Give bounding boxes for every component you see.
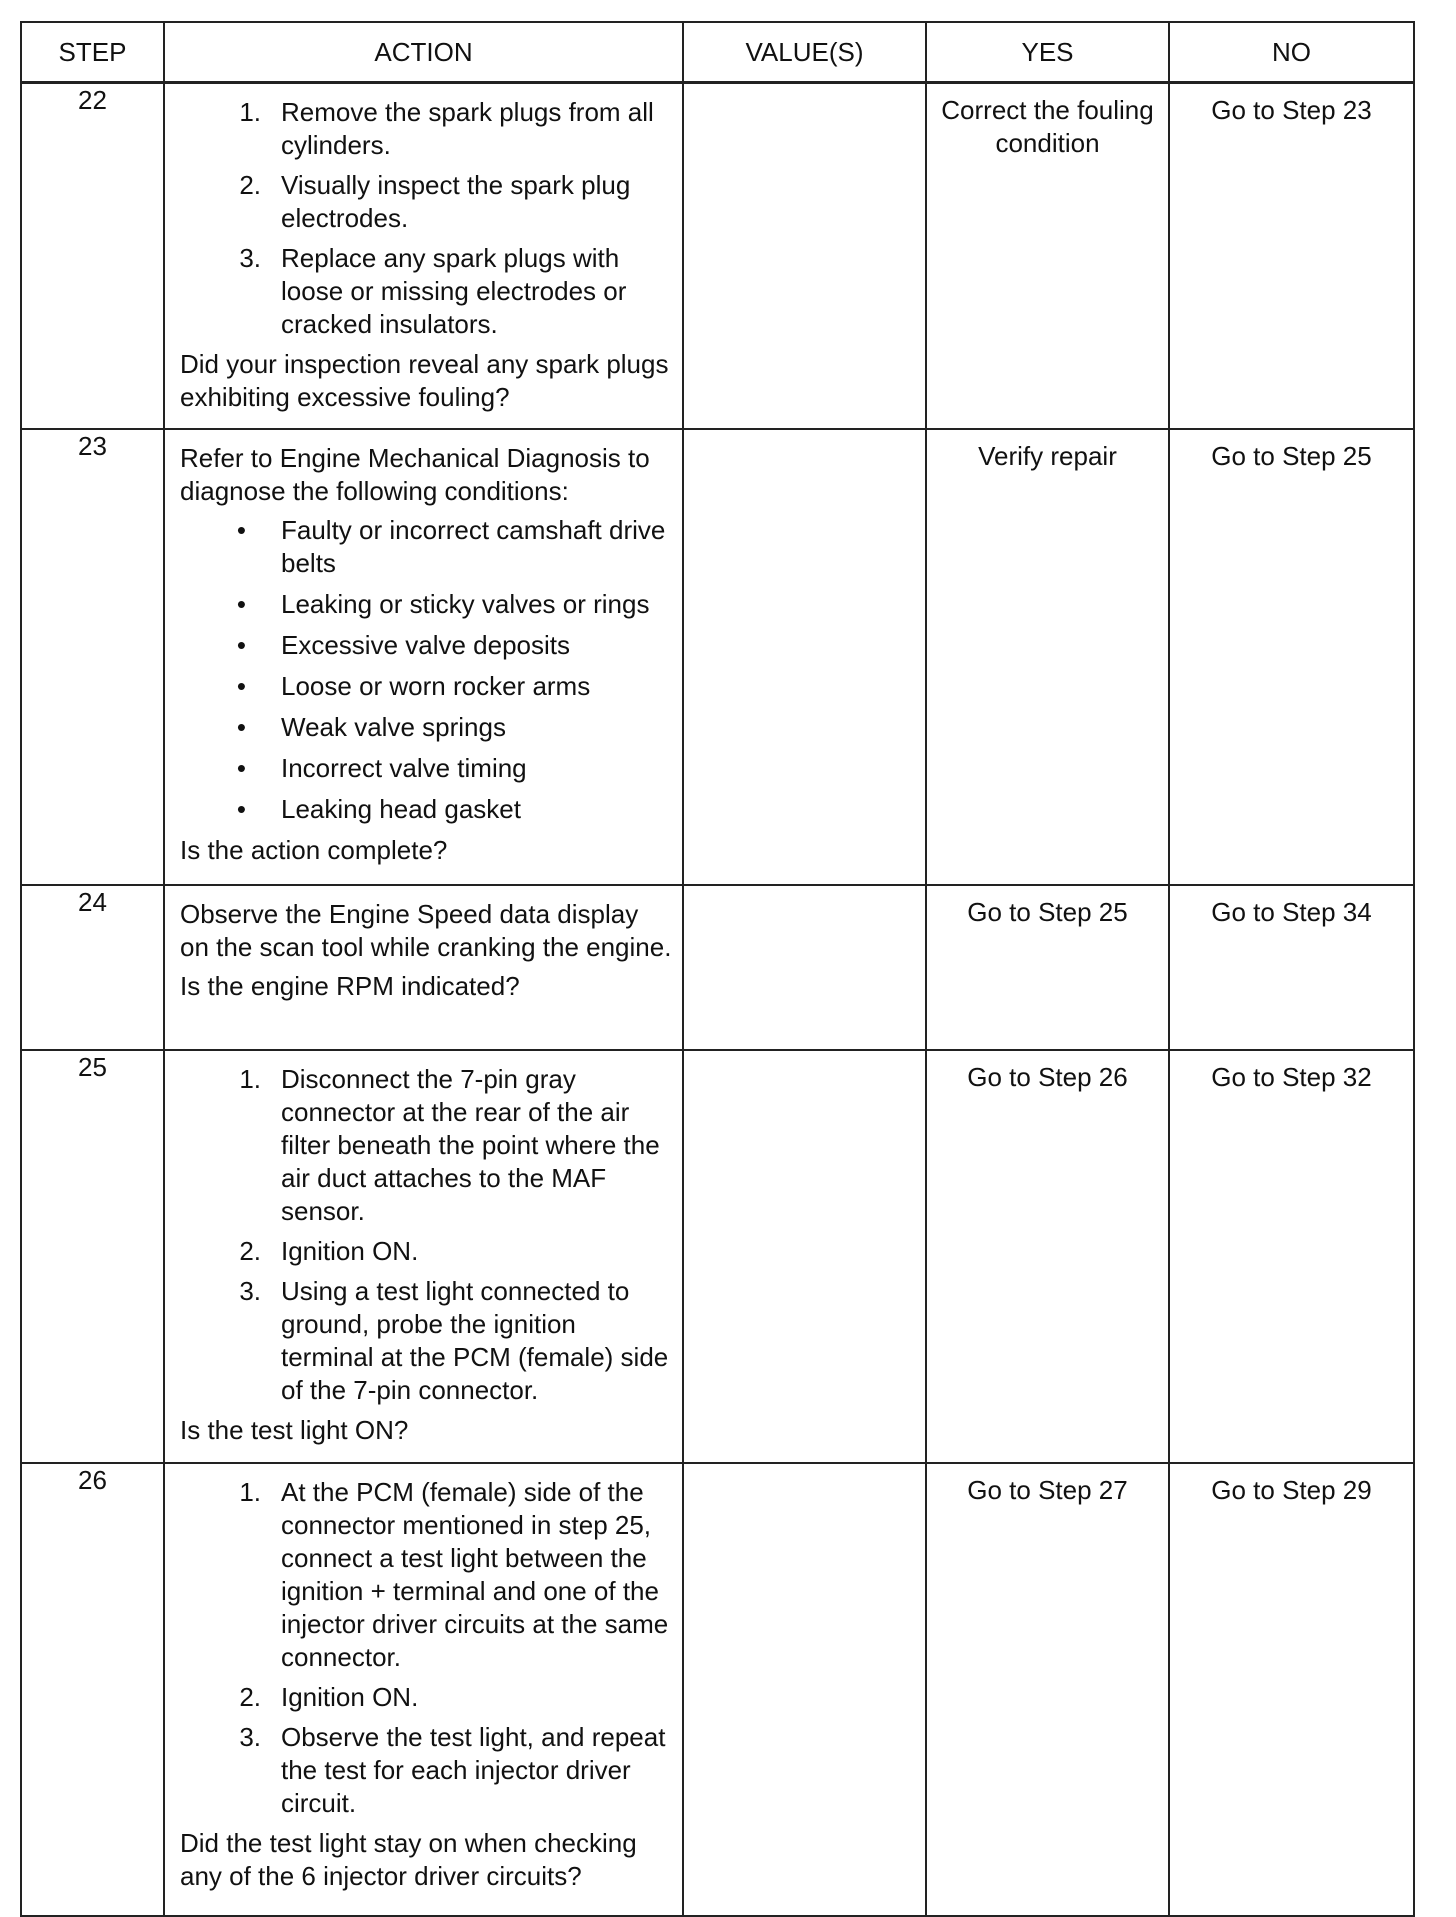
table-row	[21, 1050, 1414, 1463]
action-cell	[164, 83, 683, 429]
diagnostic-table-container	[20, 21, 1413, 1917]
table-row	[21, 429, 1414, 885]
header-row	[21, 22, 1414, 83]
numbered-list	[180, 1063, 672, 1407]
list-item: 3. Using a test light connected to ground, probe the ignition terminal at the PCM (female) side of the 7-pin connector.	[239, 1275, 669, 1405]
yes-cell: Go to Step 26	[926, 1050, 1169, 1463]
no-cell: Go to Step 23	[1169, 83, 1414, 429]
step-number: 25	[21, 1050, 164, 1463]
list-item: • Weak valve springs	[236, 711, 506, 742]
question-text: Is the action complete?	[180, 834, 448, 865]
list-item: 1. Disconnect the 7-pin gray connector at the rear of the air filter beneath the point where the air duct attaches to the MAF sensor.	[239, 1063, 660, 1226]
list-item: • Leaking or sticky valves or rings	[236, 588, 650, 619]
list-item: • Loose or worn rocker arms	[236, 670, 591, 701]
header-action: ACTION	[164, 22, 683, 83]
action-cell	[164, 429, 683, 885]
step-number: 22	[21, 83, 164, 429]
action-cell	[164, 1050, 683, 1463]
list-item: • Faulty or incorrect camshaft drive belts	[236, 514, 666, 578]
list-item: 1. Remove the spark plugs from all cylinders.	[239, 97, 654, 160]
bullet-list	[180, 514, 672, 826]
yes-cell: Verify repair	[926, 429, 1169, 885]
list-item: 1. At the PCM (female) side of the connector mentioned in step 25, connect a test light between the ignition + terminal and one of the injector driver circuits at the same connector.	[239, 1476, 669, 1672]
list-item: 3. Observe the test light, and repeat the test for each injector driver circuit.	[239, 1721, 666, 1818]
table-row	[21, 885, 1414, 1050]
values-cell	[683, 1050, 926, 1463]
values-cell	[683, 429, 926, 885]
list-item: • Leaking head gasket	[236, 793, 521, 824]
yes-cell: Go to Step 27	[926, 1463, 1169, 1916]
no-cell: Go to Step 34	[1169, 885, 1414, 1050]
question-text: Is the test light ON?	[180, 1414, 409, 1445]
list-item: 2. Ignition ON.	[239, 1681, 419, 1712]
action-cell	[164, 885, 683, 1050]
list-item: 3. Replace any spark plugs with loose or missing electrodes or cracked insulators.	[239, 243, 627, 339]
diagnostic-table	[20, 21, 1415, 1917]
question-text: Did your inspection reveal any spark plugs exhibiting excessive fouling?	[180, 349, 669, 412]
yes-cell: Go to Step 25	[926, 885, 1169, 1050]
yes-cell: Correct the fouling condition	[926, 83, 1169, 429]
no-cell: Go to Step 25	[1169, 429, 1414, 885]
table-row	[21, 83, 1414, 429]
step-number: 24	[21, 885, 164, 1050]
values-cell	[683, 83, 926, 429]
list-item: 2. Visually inspect the spark plug electrodes.	[239, 170, 631, 233]
list-item: • Excessive valve deposits	[236, 629, 571, 660]
list-item: • Incorrect valve timing	[236, 752, 527, 783]
list-item: 2. Ignition ON.	[239, 1235, 419, 1266]
intro-text: Observe the Engine Speed data display on the scan tool while cranking the engine.	[180, 898, 672, 962]
step-number: 26	[21, 1463, 164, 1916]
no-cell: Go to Step 32	[1169, 1050, 1414, 1463]
no-cell: Go to Step 29	[1169, 1463, 1414, 1916]
header-no: NO	[1169, 22, 1414, 83]
values-cell	[683, 885, 926, 1050]
table-row	[21, 1463, 1414, 1916]
intro-text: Refer to Engine Mechanical Diagnosis to diagnose the following conditions:	[180, 442, 650, 506]
action-cell	[164, 1463, 683, 1916]
header-values: VALUE(S)	[683, 22, 926, 83]
values-cell	[683, 1463, 926, 1916]
header-step: STEP	[21, 22, 164, 83]
step-number: 23	[21, 429, 164, 885]
question-text: Did the test light stay on when checking any of the 6 injector driver circuits?	[180, 1827, 637, 1891]
header-yes: YES	[926, 22, 1169, 83]
numbered-list	[180, 1476, 672, 1820]
numbered-list	[180, 96, 672, 341]
question-text: Is the engine RPM indicated?	[180, 970, 520, 1001]
